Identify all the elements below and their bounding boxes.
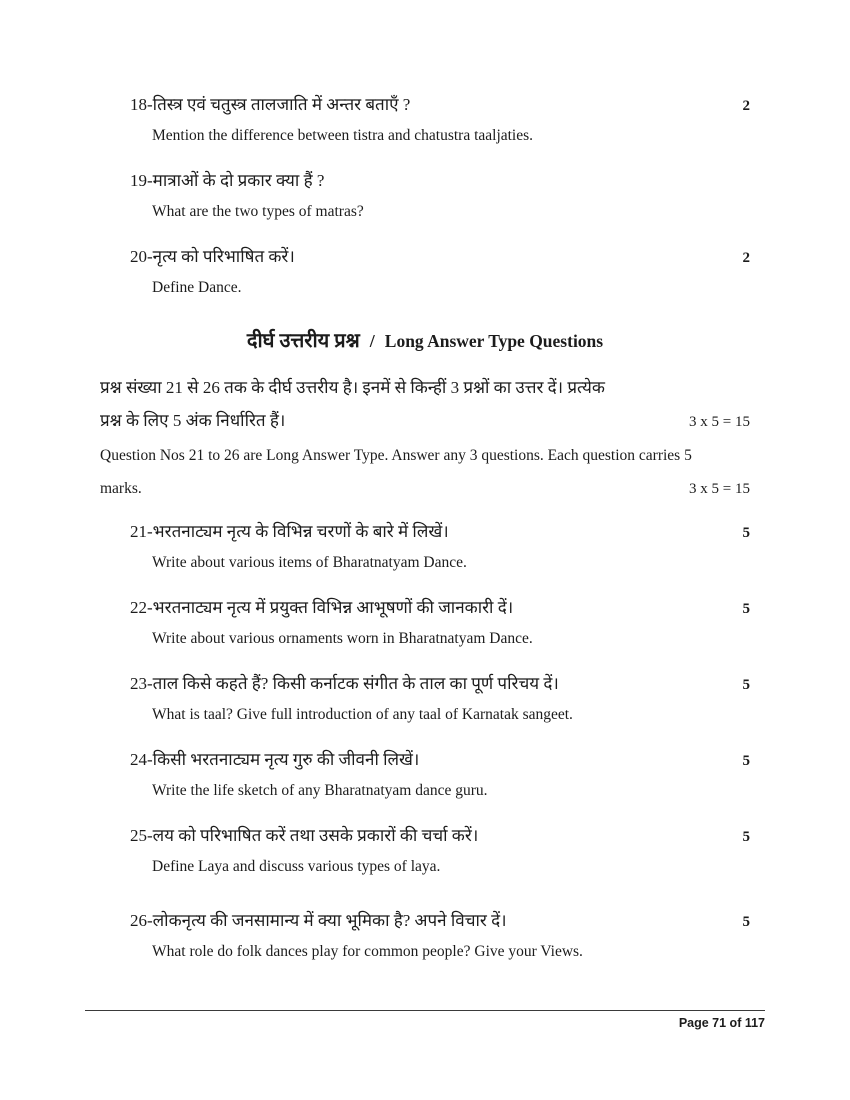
question-26 (130, 909, 750, 962)
question-row (130, 909, 750, 933)
question-marks: 5 (742, 525, 750, 541)
question-text-hindi: 26-लोकनृत्य की जनसामान्य में क्या भूमिका है? अपने विचार दें। (130, 911, 507, 930)
question-text-hindi: 21-भरतनाट्यम नृत्य के विभिन्न चरणों के बारे में लिखें। (130, 522, 449, 541)
question-row (130, 824, 750, 848)
page-number: Page 71 of 117 (678, 1016, 765, 1030)
question-text-hindi: 23-ताल किसे कहते हैं? किसी कर्नाटक संगीत के ताल का पूर्ण परिचय दें। (130, 674, 559, 693)
question-text-hindi: 20-नृत्य को परिभाषित करें। (130, 247, 295, 266)
instructions-english-line1: Question Nos 21 to 26 are Long Answer Type. Answer any 3 questions. Each question carries 5 (100, 447, 692, 464)
question-text-hindi: 22-भरतनाट्यम नृत्य में प्रयुक्त विभिन्न आभूषणों की जानकारी दें। (130, 598, 514, 617)
page-footer (85, 1010, 765, 1030)
question-21 (130, 520, 750, 573)
question-18 (130, 93, 750, 146)
question-text-english: What is taal? Give full introduction of any taal of Karnatak sangeet. (152, 706, 573, 723)
page-content (100, 93, 750, 985)
marks-formula-english: 3 x 5 = 15 (689, 481, 750, 497)
instructions-hindi-line2-row (100, 404, 750, 439)
question-row (130, 596, 750, 620)
instructions-hindi-line1: प्रश्न संख्या 21 से 26 तक के दीर्घ उत्तरीय है। इनमें से किन्हीं 3 प्रश्नों का उत्तर दें। प्रत्येक (100, 378, 605, 397)
question-row (130, 169, 750, 193)
instructions-hindi-line2: प्रश्न के लिए 5 अंक निर्धारित हैं। (100, 411, 286, 430)
question-row (130, 245, 750, 269)
section-heading-english: Long Answer Type Questions (384, 331, 604, 351)
question-24 (130, 748, 750, 801)
instructions-english-line2: marks. (100, 480, 142, 497)
question-text-hindi: 24-किसी भरतनाट्यम नृत्य गुरु की जीवनी लिखें। (130, 750, 420, 769)
question-marks: 5 (742, 601, 750, 617)
question-marks: 2 (742, 250, 750, 266)
question-marks: 2 (742, 98, 750, 114)
question-text-english: Write the life sketch of any Bharatnatyam dance guru. (152, 782, 488, 799)
question-text-english: What are the two types of matras? (152, 203, 364, 220)
question-20 (130, 245, 750, 298)
question-text-english: What role do folk dances play for common people? Give your Views. (152, 943, 583, 960)
question-text-hindi: 19-मात्राओं के दो प्रकार क्या हैं ? (130, 171, 325, 190)
question-19 (130, 169, 750, 222)
question-marks: 5 (742, 914, 750, 930)
question-23 (130, 672, 750, 725)
question-marks: 5 (742, 677, 750, 693)
question-text-english: Write about various items of Bharatnatyam Dance. (152, 554, 467, 571)
question-marks: 5 (742, 829, 750, 845)
question-text-english: Define Dance. (152, 279, 242, 296)
section-heading-separator: / (369, 331, 375, 351)
question-text-hindi: 25-लय को परिभाषित करें तथा उसके प्रकारों की चर्चा करें। (130, 826, 479, 845)
question-22 (130, 596, 750, 649)
section-instructions (100, 371, 750, 506)
question-text-english: Write about various ornaments worn in Bharatnatyam Dance. (152, 630, 533, 647)
question-row (130, 748, 750, 772)
instructions-english-line2-row (100, 472, 750, 506)
question-text-hindi: 18-तिस्त्र एवं चतुस्त्र तालजाति में अन्तर बताएँ ? (130, 95, 411, 114)
section-heading (100, 326, 750, 353)
question-marks: 5 (742, 753, 750, 769)
question-25 (130, 824, 750, 877)
section-heading-hindi: दीर्घ उत्तरीय प्रश्न (246, 330, 360, 352)
question-row (130, 520, 750, 544)
question-text-english: Define Laya and discuss various types of laya. (152, 858, 441, 875)
question-row (130, 93, 750, 117)
question-text-english: Mention the difference between tistra and chatustra taaljaties. (152, 127, 534, 144)
marks-formula-hindi: 3 x 5 = 15 (689, 414, 750, 430)
question-row (130, 672, 750, 696)
